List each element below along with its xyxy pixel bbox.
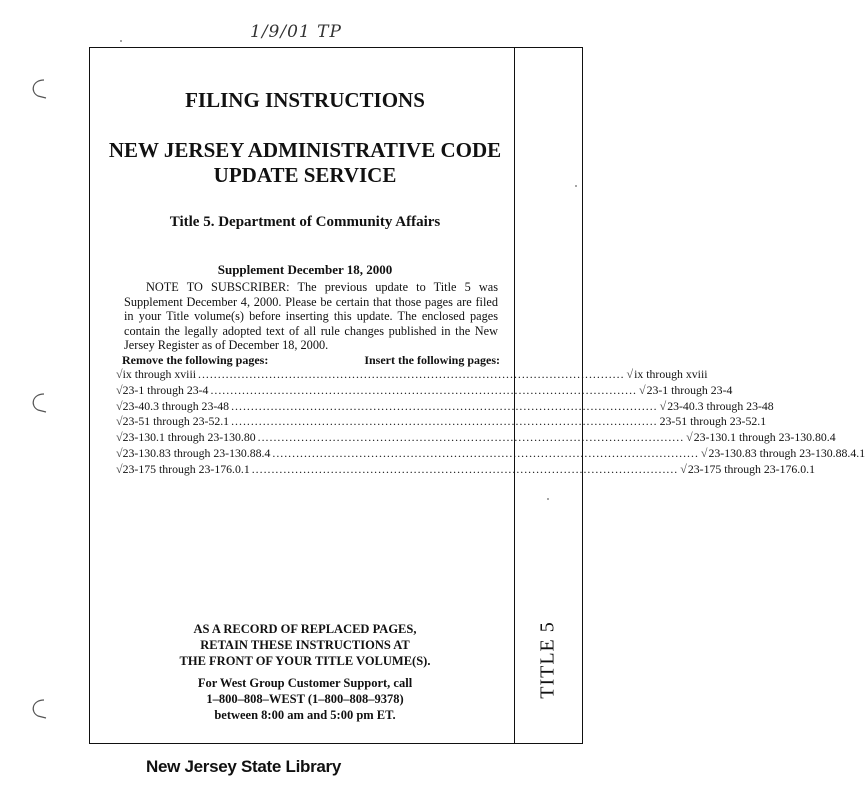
record-notice-line-2: RETAIN THESE INSTRUCTIONS AT [200, 638, 410, 652]
table-row [116, 367, 708, 383]
remove-pages-header: Remove the following pages: [122, 353, 269, 367]
leader-dots: ............................................................................................................ [231, 414, 658, 429]
table-row [116, 445, 865, 462]
checkmark-icon: √ [626, 367, 634, 381]
insert-pages-cell: ix through xviii [634, 367, 708, 381]
leader-dots: ............................................................................................................ [231, 398, 658, 413]
checkmark-icon: √ [686, 430, 693, 445]
checkmark-icon: √ [638, 382, 646, 397]
checkmark-icon: √ [116, 430, 123, 445]
table-row [116, 398, 774, 415]
library-stamp: New Jersey State Library [146, 757, 342, 776]
remove-pages-cell: 23-175 through 23-176.0.1 [122, 461, 250, 476]
record-notice-line-1: AS A RECORD OF REPLACED PAGES, [193, 622, 417, 636]
checkmark-icon: √ [116, 414, 123, 429]
handwritten-date-note: 1/9/01 TP [250, 22, 342, 42]
remove-pages-cell: 23-51 through 23-52.1 [122, 414, 230, 429]
support-phone-line: 1–800–808–WEST (1–800–808–9378) [206, 692, 404, 706]
remove-pages-cell: 23-1 through 23-4 [122, 382, 209, 397]
insert-pages-header: Insert the following pages: [364, 353, 500, 367]
leader-dots: ............................................................................................................ [198, 367, 625, 381]
title-section-heading: Title 5. Department of Community Affairs [169, 214, 441, 230]
remove-pages-cell: 23-130.83 through 23-130.88.4 [122, 445, 271, 460]
code-heading-line-1: NEW JERSEY ADMINISTRATIVE CODE [108, 138, 502, 162]
pages-table [116, 367, 865, 478]
insert-pages-cell: 23-51 through 23-52.1 [659, 414, 767, 429]
support-hours-line: between 8:00 am and 5:00 pm ET. [214, 708, 396, 722]
scan-speck [547, 498, 549, 500]
record-notice-line-3: THE FRONT OF YOUR TITLE VOLUME(S). [179, 654, 431, 668]
table-row [116, 414, 767, 430]
checkmark-icon: √ [116, 398, 123, 413]
table-row [116, 430, 836, 446]
note-text: NOTE TO SUBSCRIBER: The previous update to Title 5 was Supplement December 4, 2000. Please be certain that those pages are filed in your Title volume(s) before inserting this update. The enclosed pages contain the legally adopted text of all rule changes published in the New Jersey Register as of December 18, 2000. [124, 280, 498, 353]
checkmark-icon: √ [659, 398, 667, 413]
record-notice [170, 621, 440, 669]
remove-pages-cell: 23-130.1 through 23-130.80 [122, 430, 256, 445]
leader-dots: ............................................................................................................ [272, 445, 699, 460]
scan-speck [120, 40, 122, 42]
insert-pages-cell: 23-1 through 23-4 [646, 382, 733, 397]
title-tab-label: TITLE 5 [536, 621, 559, 699]
insert-pages-cell: 23-175 through 23-176.0.1 [687, 461, 815, 476]
table-row [116, 382, 733, 399]
insert-pages-cell: 23-130.1 through 23-130.80.4 [693, 430, 836, 445]
code-heading-line-2: UPDATE SERVICE [213, 163, 397, 187]
binder-hole-mark-middle [28, 392, 48, 414]
filing-instructions-heading: FILING INSTRUCTIONS [185, 88, 425, 112]
checkmark-icon: √ [116, 382, 123, 397]
insert-pages-cell: 23-130.83 through 23-130.88.4.1 [708, 445, 865, 460]
scan-speck [575, 185, 577, 187]
leader-dots: ............................................................................................................ [251, 461, 679, 476]
checkmark-icon: √ [116, 461, 123, 476]
pages-table-header [122, 353, 500, 368]
binder-hole-mark-top [28, 78, 48, 100]
supplement-date-heading: Supplement December 18, 2000 [217, 262, 393, 277]
remove-pages-cell: 23-40.3 through 23-48 [122, 398, 230, 413]
checkmark-icon: √ [680, 461, 687, 476]
remove-pages-cell: ix through xviii [122, 367, 196, 381]
checkmark-icon: √ [116, 367, 123, 381]
leader-dots: ............................................................................................................ [210, 382, 637, 397]
insert-pages-cell: 23-40.3 through 23-48 [667, 398, 774, 413]
leader-dots: ............................................................................................................ [257, 430, 685, 445]
code-update-service-heading [100, 138, 510, 188]
checkmark-icon: √ [700, 445, 708, 460]
table-row [116, 461, 815, 478]
customer-support-notice [170, 675, 440, 723]
binder-hole-mark-bottom [28, 698, 48, 720]
note-to-subscriber [124, 280, 498, 353]
checkmark-icon: √ [116, 445, 123, 460]
support-line-1: For West Group Customer Support, call [197, 676, 413, 690]
